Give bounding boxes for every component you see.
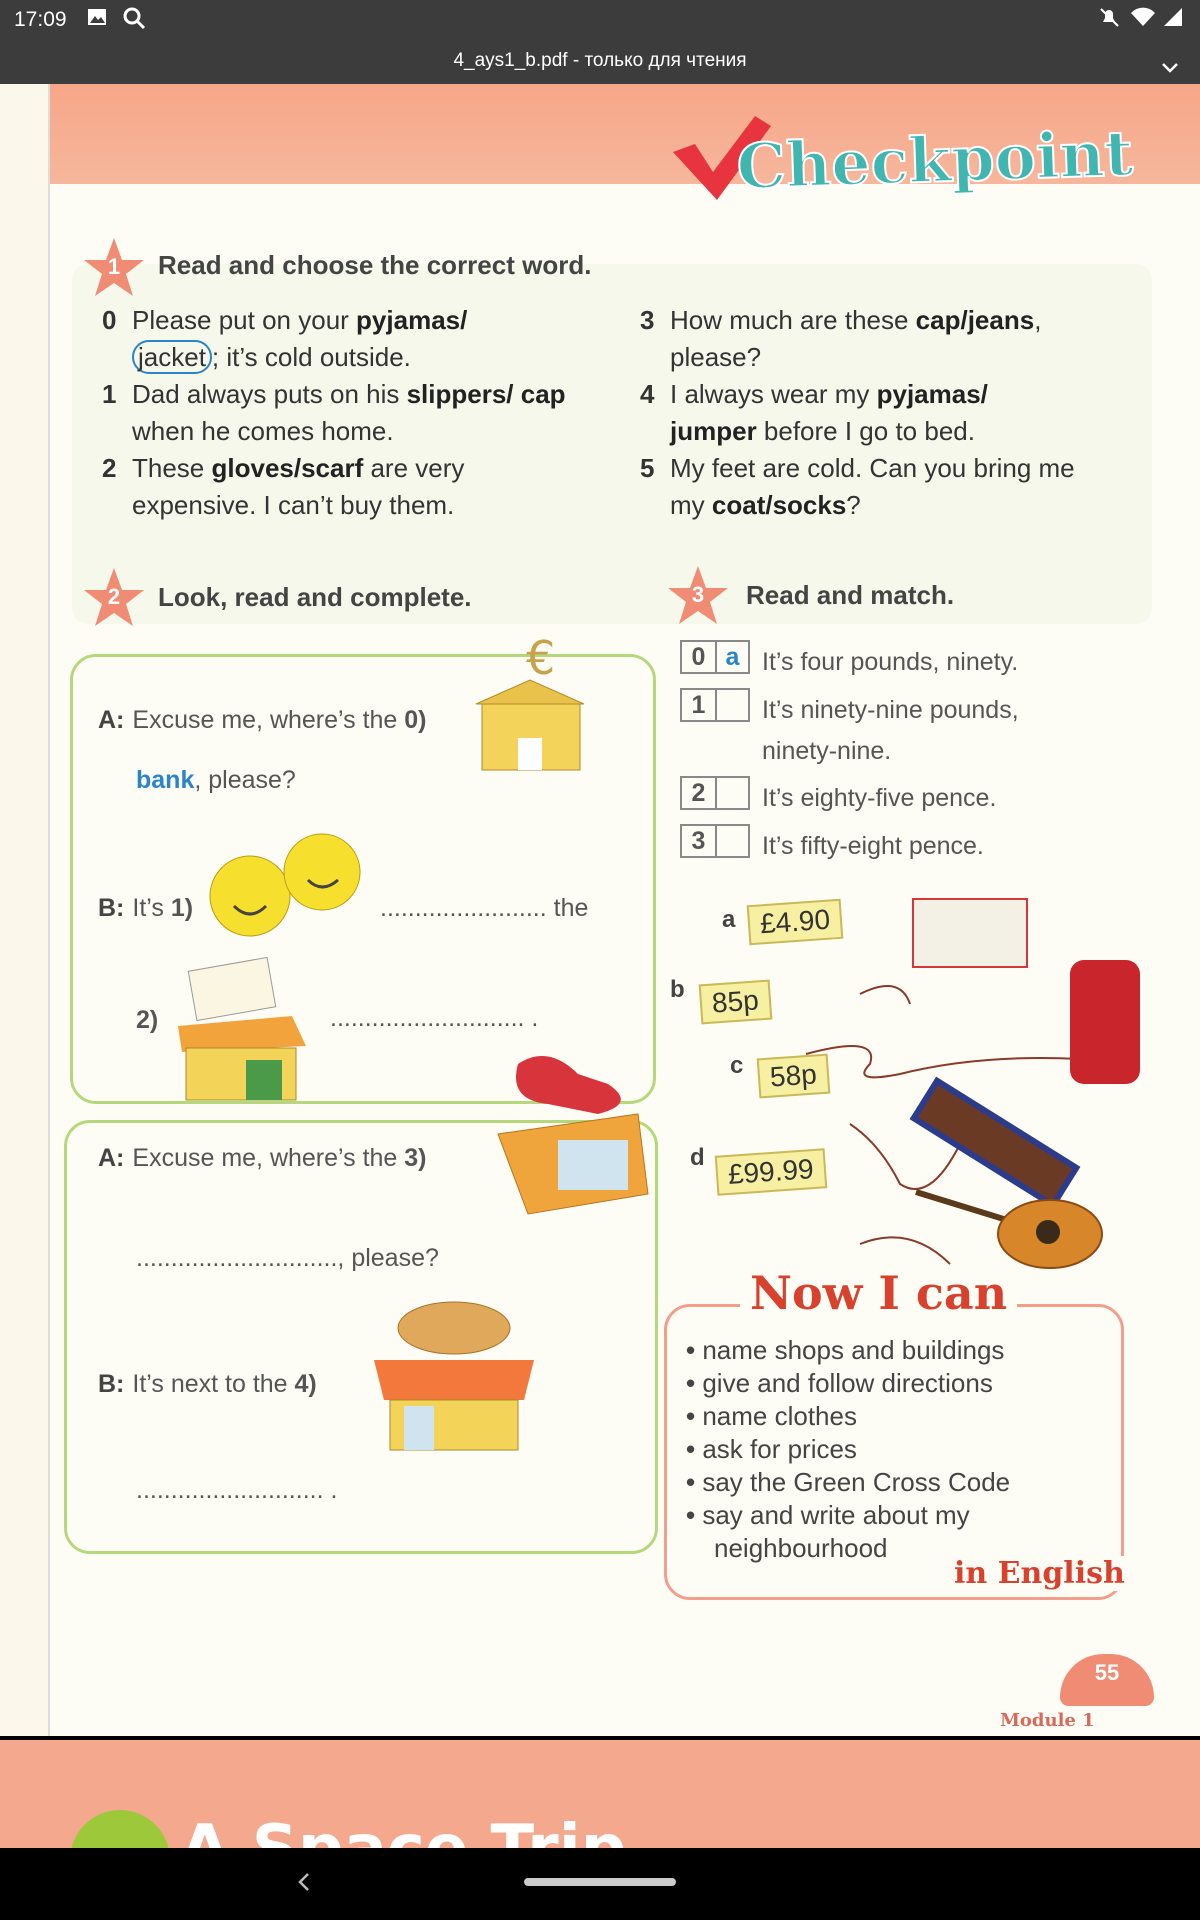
gap-4-line: ........................... . [136,1476,338,1504]
status-bar [0,0,1200,38]
item-number: 2 [102,453,117,483]
row-text: It’s four pounds, ninety. [762,648,1019,676]
speaker-label: B: [98,894,125,922]
svg-text:€: € [526,631,556,685]
image-icon [86,6,108,34]
item-text: before I go to bed. [756,416,975,446]
item-number: 3 [640,305,655,335]
answer-box[interactable] [680,688,750,722]
exercise-3-instruction: Read and match. [746,580,955,610]
dialog-text: It’s [132,894,171,922]
row-number: 3 [691,827,706,855]
speaker-label: A: [98,1144,125,1172]
bank-illustration [468,631,598,789]
row-text: It’s fifty-eight pence. [762,832,984,860]
item-number: 0 [102,305,117,335]
butcher-shop-illustration [488,1044,658,1219]
back-icon[interactable] [296,1870,312,1899]
mute-icon [1098,6,1120,34]
dialog-2-reply [98,1370,317,1399]
row-answer: a [715,642,748,672]
speaker-label: A: [98,706,125,734]
gap-3-line: ............................., please? [136,1244,439,1272]
dialog-text: It’s next to the [132,1370,295,1398]
star-badge-2 [82,566,146,630]
ex1-item-4 [640,376,1070,450]
item-text: are very expensive. I can’t buy them. [132,453,465,520]
ex1-item-2 [102,450,532,524]
bakery-illustration [364,1290,544,1465]
left-page-edge [0,84,50,1736]
item-text: ; it’s cold outside. [211,342,411,372]
item-text: Please put on your [132,305,357,335]
item-text: ? [846,490,861,520]
tag-letter-a: a [722,906,736,933]
answer-box[interactable] [680,776,750,810]
price-tag-c: 58p [757,1054,830,1099]
tag-letter-d: d [690,1144,705,1171]
now-i-can-list [686,1334,1016,1565]
document-title: 4_ays1_b.pdf - только для чтения [453,50,747,71]
exercise-1-number: 1 [107,254,121,279]
gap-1-line: ........................ the [380,894,589,922]
gap-2-line: ............................ . [330,1004,539,1032]
next-page-preview[interactable] [0,1740,1200,1848]
soda-can-illustration [1070,960,1140,1084]
page-number: 55 [1060,1654,1154,1706]
item-text: when he comes home. [132,416,394,446]
row-answer [715,826,748,856]
row-number: 0 [691,643,706,671]
list-item: • name shops and buildings [686,1334,1016,1367]
gap-number: 0) [404,706,427,734]
row-answer [715,690,748,720]
item-text: I always wear my [670,379,877,409]
dialog-2-question [98,1144,427,1173]
list-item: • ask for prices [686,1433,1016,1466]
price-tag-b: 85p [699,980,772,1025]
exercise-2-number: 2 [107,584,121,609]
row-text: It’s eighty-five pence. [762,784,997,812]
item-number: 5 [640,453,655,483]
item-option: coat/socks [711,490,847,520]
checkpoint-banner [665,112,1135,202]
post-office-illustration [172,944,322,1109]
signal-icon [1162,6,1184,34]
item-text: How much are these [670,305,916,335]
guitar-illustration [910,1174,1110,1274]
star-badge-3 [666,564,730,628]
ex1-item-3 [640,302,1110,376]
dialog-1-answer [136,766,296,795]
module-label: Module 1 [1000,1710,1095,1731]
dialog-1-reply [98,894,193,923]
ex1-item-5 [640,450,1100,524]
item-text: Dad always puts on his [132,379,407,409]
gap-number: 4) [294,1370,317,1398]
smiley-faces-illustration [200,830,370,945]
ex1-item-0 [102,302,572,376]
price-tag-a: £4.90 [747,899,844,945]
list-item: • name clothes [686,1400,1016,1433]
circled-answer: jacket [132,340,212,374]
row-text: It’s ninety-nine pounds, ninety-nine. [762,696,1019,765]
ticket-illustration [912,898,1028,968]
answer-box[interactable] [680,640,750,674]
list-item: • say the Green Cross Code [686,1466,1016,1499]
in-english-label: in English [948,1556,1131,1591]
item-text: , please? [670,305,1042,372]
exercise-1-instruction: Read and choose the correct word. [158,250,592,280]
answer-box[interactable] [680,824,750,858]
tag-letter-c: c [730,1052,744,1079]
dialog-1-question [98,706,427,735]
item-text: My feet are cold. Can you bring me my [670,453,1075,520]
item-option: gloves/scarf [211,453,364,483]
exercise-3-number: 3 [691,582,705,607]
gap-number: 3) [404,1144,427,1172]
viewer-titlebar [0,38,1200,84]
list-item: • say and write about my neighbourhood [686,1499,1016,1565]
ex1-item-1 [102,376,572,450]
tag-letter-b: b [670,976,685,1003]
home-handle[interactable] [524,1878,676,1886]
item-option: pyjamas/ [356,305,468,335]
search-icon [122,6,146,36]
item-option: pyjamas/ jumper [670,379,988,446]
item-option: slippers/ cap [406,379,566,409]
row-number: 2 [691,779,706,807]
row-answer [715,778,748,808]
item-number: 1 [102,379,117,409]
speaker-label: B: [98,1370,125,1398]
example-answer: bank [136,766,195,794]
gap-number: 1) [170,894,194,922]
item-option: cap/jeans [915,305,1035,335]
item-number: 4 [640,379,655,409]
gap-2-number: 2) [136,1006,159,1034]
wifi-icon [1130,6,1156,34]
exercise-2-instruction: Look, read and complete. [158,582,472,612]
status-time: 17:09 [14,8,67,31]
dialog-text: Excuse me, where’s the [132,1144,405,1172]
checkpoint-title: Checkpoint [735,116,1135,204]
navigation-bar [0,1848,1200,1920]
dialog-text: Excuse me, where’s the [132,706,405,734]
dialog-text: , please? [194,766,296,794]
item-text: These [132,453,212,483]
price-tag-d: £99.99 [715,1148,827,1196]
pdf-page[interactable] [0,84,1200,1736]
now-i-can-title: Now I can [740,1266,1017,1320]
row-number: 1 [691,691,706,719]
star-badge-1 [82,236,146,300]
list-item: • give and follow directions [686,1367,1016,1400]
